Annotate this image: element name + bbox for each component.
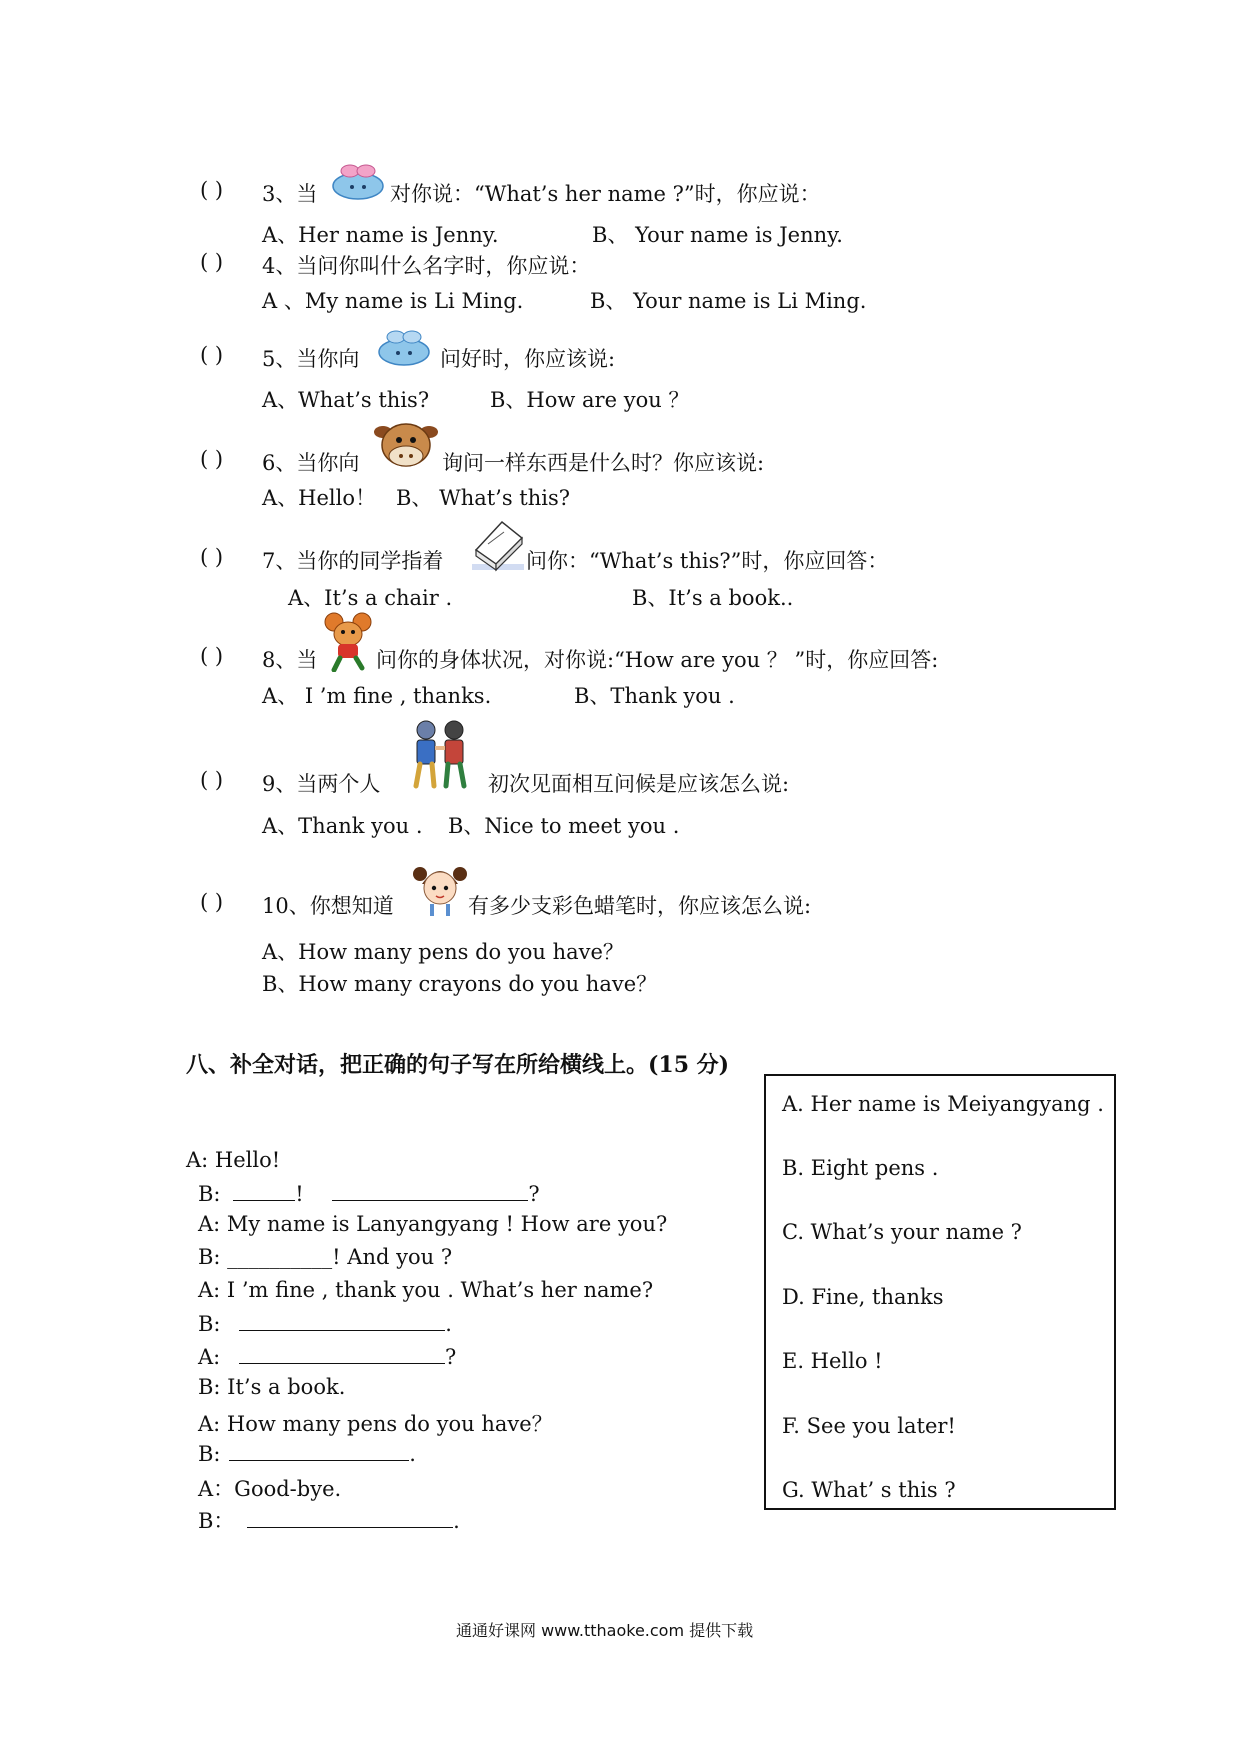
answer-blank[interactable]: [229, 1440, 409, 1461]
girl-icon: [412, 858, 468, 918]
q10-paren[interactable]: ( ): [200, 890, 224, 914]
answer-blank[interactable]: [239, 1310, 445, 1331]
section-8-heading: 八、补全对话，把正确的句子写在所给横线上。(15 分): [186, 1052, 730, 1078]
dialogue-line-11: A：Good-bye.: [198, 1477, 342, 1501]
q10-option-b: B、How many crayons do you have？: [262, 972, 658, 996]
q7-option-b: B、It’s a book..: [632, 586, 794, 610]
q10-prefix: 10、你想知道: [262, 894, 394, 918]
dialogue-line-6: B: .: [198, 1312, 452, 1336]
sheep-icon: [376, 326, 432, 368]
dialogue-line-9: A: How many pens do you have？: [198, 1412, 553, 1436]
q8-prefix: 8、当: [262, 648, 318, 672]
q5-option-a: A、What’s this?: [262, 388, 430, 412]
dialogue-line-4[interactable]: B: __________! And you ?: [198, 1245, 453, 1269]
q5-text: 问好时，你应该说:: [440, 347, 616, 371]
q5-prefix: 5、当你向: [262, 347, 360, 371]
q7-text: 问你：“What’s this?”时，你应回答：: [526, 549, 889, 573]
q5-paren[interactable]: ( ): [200, 343, 224, 367]
q10-text: 有多少支彩色蜡笔时，你应该怎么说:: [468, 894, 812, 918]
dialogue-line-10: B: .: [198, 1442, 416, 1466]
sheep-icon: [330, 160, 386, 202]
q7-option-a: A、It’s a chair .: [288, 586, 453, 610]
dialogue-line-8: B: It’s a book.: [198, 1375, 346, 1399]
choice-a: A. Her name is Meiyangyang .: [782, 1092, 1104, 1116]
q7-prefix: 7、当你的同学指着: [262, 549, 444, 573]
dialogue-line-3: A: My name is Lanyangyang ! How are you?: [198, 1212, 668, 1236]
book-icon: [472, 516, 526, 572]
choice-c: C. What’s your name ?: [782, 1220, 1022, 1244]
q9-prefix: 9、当两个人: [262, 772, 381, 796]
answer-blank[interactable]: [247, 1507, 453, 1528]
q3-text: 对你说：“What’s her name ?”时，你应说：: [390, 182, 821, 206]
dialogue-line-7: A: ?: [198, 1345, 457, 1369]
q9-option-a: A、Thank you .: [262, 814, 423, 838]
q7-paren[interactable]: ( ): [200, 545, 224, 569]
q10-option-a: A、How many pens do you have？: [262, 940, 624, 964]
answer-blank[interactable]: [233, 1180, 295, 1201]
q3-option-b: B、 Your name is Jenny.: [592, 223, 843, 247]
dialogue-line-2: B: ! ?: [198, 1182, 540, 1206]
q8-paren[interactable]: ( ): [200, 644, 224, 668]
answer-blank[interactable]: [332, 1180, 528, 1201]
q6-option-b: B、 What’s this?: [396, 486, 571, 510]
q4-paren[interactable]: ( ): [200, 250, 224, 274]
q6-option-a: A、Hello！: [262, 486, 376, 510]
q3-prefix: 3、当: [262, 182, 318, 206]
q4-option-b: B、 Your name is Li Ming.: [590, 289, 867, 313]
choice-g: G. What’ s this ?: [782, 1478, 956, 1502]
two-kids-icon: [408, 718, 474, 792]
q8-option-a: A、 I ’m fine , thanks.: [262, 684, 492, 708]
dialogue-line-1: A: Hello!: [186, 1148, 281, 1172]
choice-f: F. See you later!: [782, 1414, 956, 1438]
q6-prefix: 6、当你向: [262, 451, 360, 475]
q3-option-a: A、Her name is Jenny.: [262, 223, 499, 247]
q4-text: 4、当问你叫什么名字时，你应说：: [262, 254, 591, 278]
q3-paren[interactable]: ( ): [200, 178, 224, 202]
q9-text: 初次见面相互问候是应该怎么说:: [488, 772, 790, 796]
choice-d: D. Fine, thanks: [782, 1285, 944, 1309]
choice-box: [764, 1074, 1116, 1510]
q4-option-a: A 、My name is Li Ming.: [262, 289, 524, 313]
dialogue-line-12: B： .: [198, 1509, 460, 1533]
q8-text: 问你的身体状况，对你说:“How are you ？ ”时，你应回答:: [376, 648, 939, 672]
footer-credit: 通通好课网 www.tthaoke.com 提供下载: [456, 1621, 754, 1640]
mouse-icon: [322, 610, 376, 672]
dialogue-line-5: A: I ’m fine , thank you . What’s her name?: [198, 1278, 654, 1302]
choice-e: E. Hello !: [782, 1349, 883, 1373]
answer-blank[interactable]: [239, 1343, 445, 1364]
q8-option-b: B、Thank you .: [574, 684, 735, 708]
q9-paren[interactable]: ( ): [200, 768, 224, 792]
cow-icon: [372, 418, 440, 476]
q6-text: 询问一样东西是什么时？你应该说:: [442, 451, 765, 475]
q5-option-b: B、How are you ？: [490, 388, 690, 412]
q6-paren[interactable]: ( ): [200, 447, 224, 471]
choice-b: B. Eight pens .: [782, 1156, 939, 1180]
q9-option-b: B、Nice to meet you .: [448, 814, 680, 838]
